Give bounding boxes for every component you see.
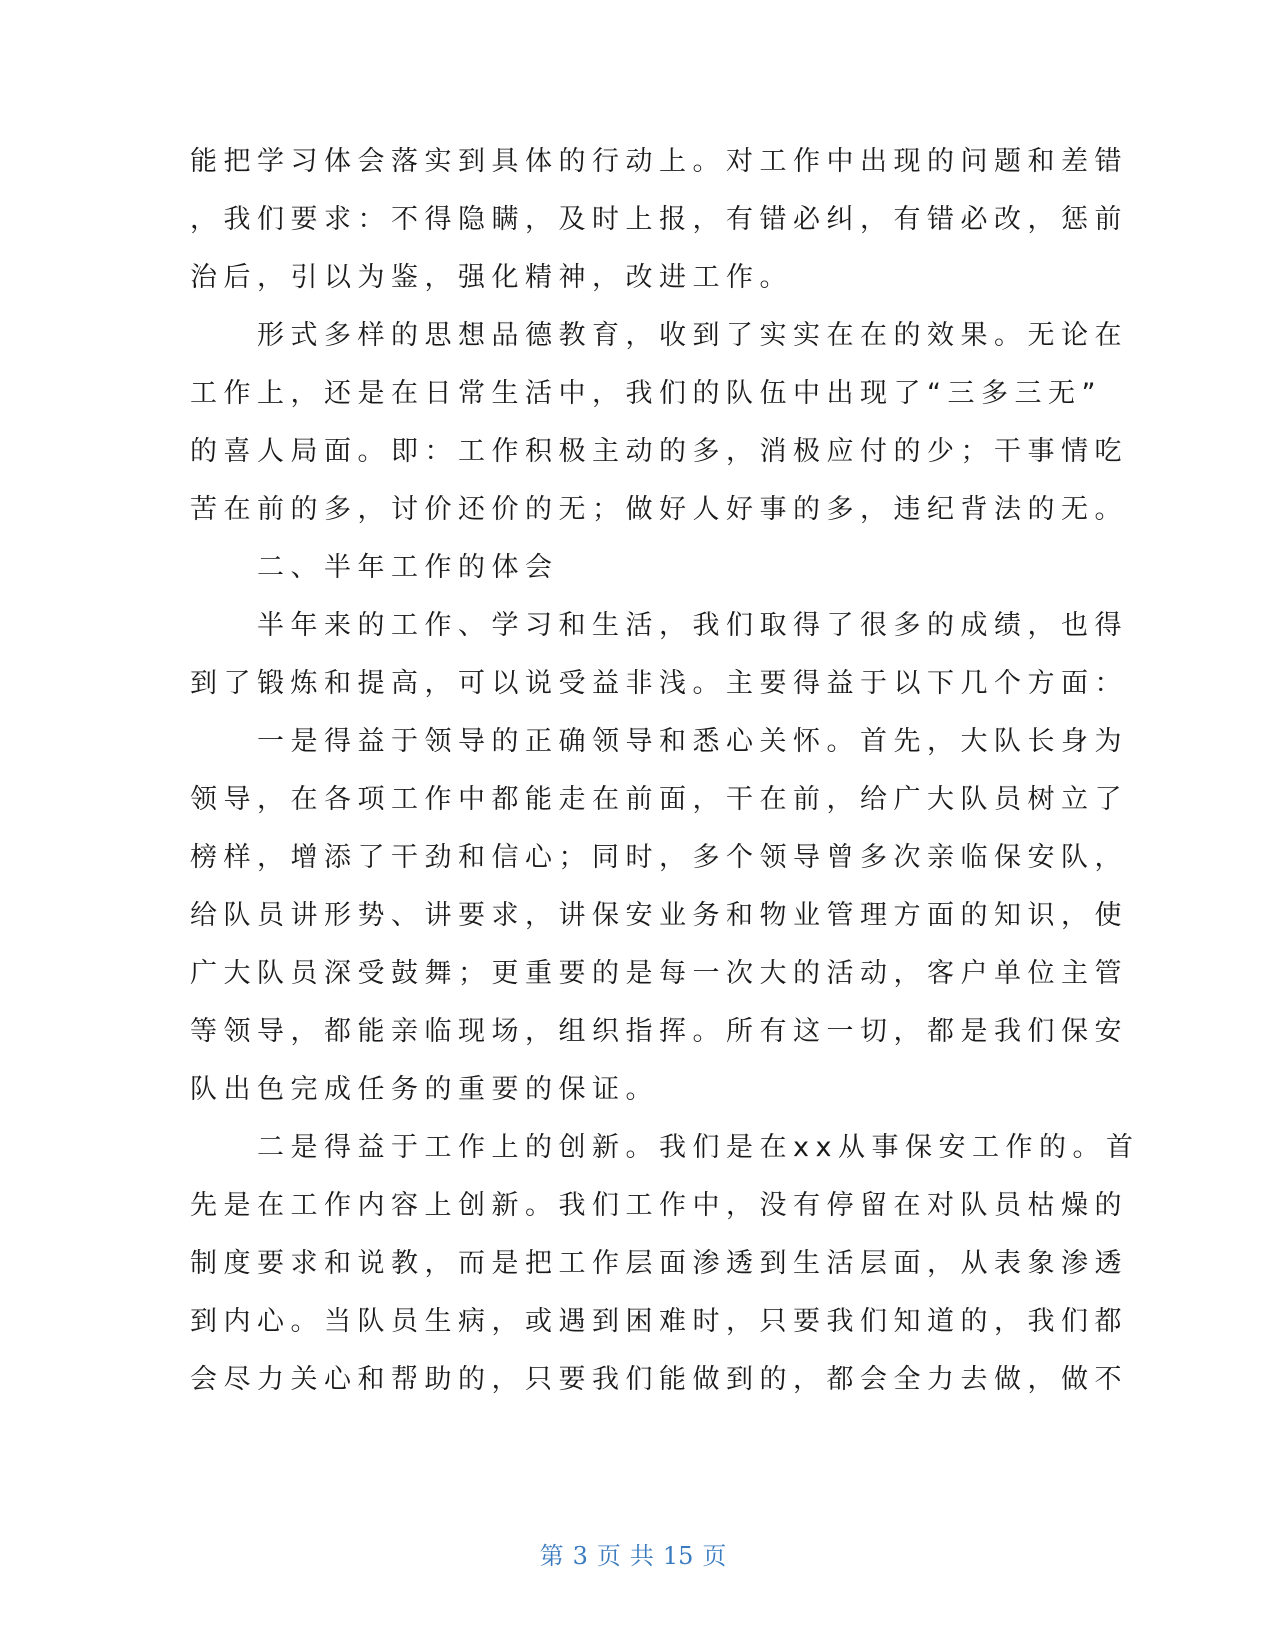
- section-heading: 二、半年工作的体会: [190, 552, 559, 583]
- text-line: 的喜人局面。即：工作积极主动的多，消极应付的少；干事情吃: [190, 436, 1128, 467]
- footer-total-word: 共: [629, 1542, 654, 1570]
- text-line: 广大队员深受鼓舞；更重要的是每一次大的活动，客户单位主管: [190, 958, 1128, 989]
- text-line: 给队员讲形势、讲要求，讲保安业务和物业管理方面的知识，使: [190, 900, 1128, 931]
- text-line: 一是得益于领导的正确领导和悉心关怀。首先，大队长身为: [190, 726, 1128, 757]
- footer-page-word: 页: [596, 1542, 621, 1570]
- page-number-footer: [0, 1540, 1275, 1572]
- text-line: 先是在工作内容上创新。我们工作中，没有停留在对队员枯燥的: [190, 1190, 1128, 1221]
- text-line: 半年来的工作、学习和生活，我们取得了很多的成绩，也得: [190, 610, 1128, 641]
- text-line: 会尽力关心和帮助的，只要我们能做到的，都会全力去做，做不: [190, 1364, 1128, 1395]
- text-line: 榜样，增添了干劲和信心；同时，多个领导曾多次亲临保安队，: [190, 842, 1128, 873]
- text-line: 领导，在各项工作中都能走在前面，干在前，给广大队员树立了: [190, 784, 1128, 815]
- text-line: 工作上，还是在日常生活中，我们的队伍中出现了“三多三无”: [190, 378, 1102, 409]
- footer-total-pages: 15: [662, 1542, 694, 1570]
- text-line: 到了锻炼和提高，可以说受益非浅。主要得益于以下几个方面：: [190, 668, 1128, 699]
- footer-current-page: 3: [572, 1542, 588, 1570]
- footer-suffix: 页: [702, 1542, 727, 1570]
- text-line: 等领导，都能亲临现场，组织指挥。所有这一切，都是我们保安: [190, 1016, 1128, 1047]
- text-line: 能把学习体会落实到具体的行动上。对工作中出现的问题和差错: [190, 146, 1128, 177]
- text-line: 队出色完成任务的重要的保证。: [190, 1074, 659, 1105]
- text-line: 苦在前的多，讨价还价的无；做好人好事的多，违纪背法的无。: [190, 494, 1128, 525]
- text-line: 制度要求和说教，而是把工作层面渗透到生活层面，从表象渗透: [190, 1248, 1128, 1279]
- text-line: 到内心。当队员生病，或遇到困难时，只要我们知道的，我们都: [190, 1306, 1128, 1337]
- text-line: 治后，引以为鉴，强化精神，改进工作。: [190, 262, 793, 293]
- text-line: 形式多样的思想品德教育，收到了实实在在的效果。无论在: [190, 320, 1128, 351]
- text-line: 二是得益于工作上的创新。我们是在xx从事保安工作的。首: [190, 1132, 1140, 1163]
- footer-prefix: 第: [539, 1542, 564, 1570]
- text-line: ，我们要求：不得隐瞒，及时上报，有错必纠，有错必改，惩前: [190, 204, 1128, 235]
